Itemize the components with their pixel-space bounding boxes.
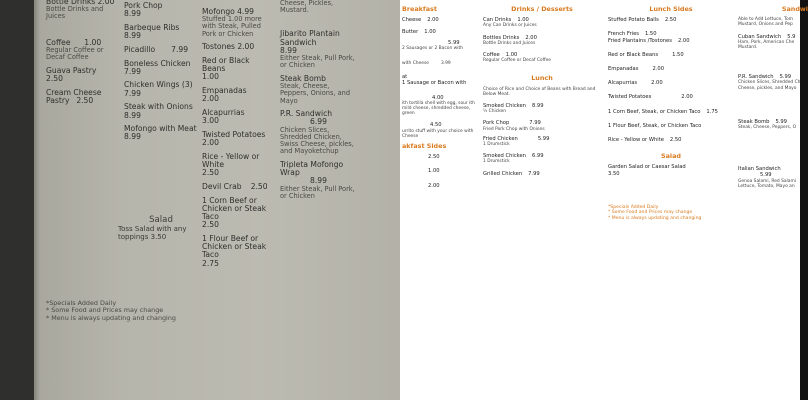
item-desc: Regular Coffee or Decaf Coffee	[483, 58, 552, 64]
item-name: Steak Bomb	[738, 118, 770, 125]
item-price: 5.99	[779, 74, 792, 81]
list-item	[124, 24, 198, 40]
list-item	[738, 34, 808, 51]
item-name: Steak Bomb	[280, 73, 327, 83]
sandwiches-column	[738, 6, 808, 193]
lunch-sides-column	[608, 6, 734, 221]
item-price: 4.50	[430, 122, 442, 129]
item-price: 2.50	[46, 73, 63, 83]
list-item	[280, 75, 356, 105]
item-price: 3.00	[202, 116, 219, 126]
list-item	[124, 125, 198, 141]
item-desc: 2 Sausages or 2 Bacon with	[402, 45, 463, 51]
item-desc: Able to Add Lettuce, Tom Mustard, Onions and Pep	[738, 17, 793, 28]
item-desc: Steak, Cheese, Peppers, O	[738, 125, 797, 131]
section-header: akfast Sides	[402, 142, 447, 151]
item-name: Mofongo	[202, 7, 235, 16]
photo-column-2	[124, 2, 198, 147]
item-name: P.R. Sandwich	[738, 74, 774, 81]
item-name: P.R. Sandwich	[280, 109, 333, 119]
list-item	[124, 60, 198, 76]
item-price: 2.00	[97, 0, 115, 6]
digital-notes	[608, 205, 734, 221]
item-name: Devil Crab	[202, 181, 242, 191]
list-item	[46, 39, 116, 62]
section-title: Salad	[149, 215, 173, 225]
item-name: at	[402, 74, 408, 81]
item-price: 2.50	[669, 137, 682, 144]
item-price: 1.00	[424, 29, 436, 36]
item-desc: Cheese, Pickles, Mustard.	[280, 0, 334, 15]
list-item	[202, 197, 274, 230]
item-price: 8.99	[124, 31, 141, 41]
list-item	[202, 109, 274, 125]
item-price: 2.00	[202, 94, 219, 104]
item-price: 7.99	[528, 170, 540, 177]
section-header: Sandwi	[781, 5, 808, 13]
item-price: 2.00	[677, 37, 690, 44]
item-name: Guava Pastry	[46, 65, 97, 75]
list-item	[483, 35, 601, 46]
salad-text: Toss Salad with any toppings	[118, 225, 187, 241]
note-line: * Menu is always updating and changing	[608, 215, 702, 221]
item-price: 8.99	[124, 132, 141, 142]
item-price: 5.9	[787, 33, 796, 40]
list-item	[608, 66, 734, 72]
list-item	[608, 94, 734, 100]
list-item	[483, 52, 601, 63]
item-name: Rice - Yellow or White	[608, 137, 664, 144]
section-header: Drinks / Desserts	[511, 5, 573, 13]
item-price: 4.00	[432, 94, 444, 101]
list-item	[483, 120, 601, 131]
item-price: 5.99	[537, 135, 550, 142]
list-item	[483, 136, 601, 147]
item-price: 1.00	[517, 17, 529, 24]
item-name: Can Drinks	[483, 17, 512, 24]
list-item	[483, 171, 601, 177]
list-item	[46, 0, 116, 21]
list-item	[608, 52, 734, 58]
item-name: Pork Chop	[124, 1, 163, 10]
list-item	[202, 153, 274, 178]
item-desc: Chicken Slices, Shredded Chicken, Swiss Cheese, pickles, and Mayoketchup	[280, 125, 354, 156]
list-item	[202, 43, 274, 51]
list-item	[608, 123, 734, 129]
item-price: 1.00	[428, 168, 440, 175]
salad-price: 3.50	[608, 170, 620, 177]
list-item	[280, 0, 356, 14]
item-price: 2.00	[651, 80, 663, 87]
item-price: 1.50	[644, 31, 657, 38]
item-price: 1.75	[706, 108, 718, 115]
list-item	[738, 119, 808, 130]
item-name: Bottle Drinks	[46, 0, 96, 6]
item-name: Stuffed Potato Balls	[608, 17, 659, 24]
item-name: Cream Cheese Pastry	[46, 87, 102, 105]
list-item	[402, 29, 480, 35]
list-item	[124, 2, 198, 18]
item-desc: 1 Drumstick	[483, 159, 510, 165]
note-line: * Some Food and Prices may change	[608, 210, 693, 216]
item-price: 2.50	[202, 220, 219, 230]
item-price: 1.00	[202, 72, 219, 82]
item-price: 5.99	[760, 172, 772, 179]
list-item	[124, 103, 198, 119]
list-item	[280, 110, 356, 155]
note-line: *Specials Added Daily	[46, 299, 117, 307]
photo-shadow	[0, 0, 34, 400]
item-desc: Bottle Drinks and Juices	[483, 40, 536, 46]
item-name: Mofongo with Meat	[124, 124, 197, 134]
list-item	[738, 166, 808, 189]
item-name: Barbeque Ribs	[124, 22, 180, 32]
item-price: 8.99	[310, 176, 327, 186]
item-desc: ½ Chicken	[483, 109, 507, 115]
menu-photo	[0, 0, 400, 400]
note-line: * Some Food and Prices may change	[46, 306, 164, 315]
item-price: 1.00	[84, 37, 102, 47]
item-name: 1 Corn Beef or Chicken or Steak Taco	[202, 195, 267, 222]
list-item	[202, 131, 274, 147]
item-name: 1 Flour Beef, Steak, or Chicken Taco	[608, 122, 702, 129]
photo-column-1	[46, 0, 116, 111]
section-header: Breakfast	[402, 5, 437, 13]
item-name: Twisted Potatoes	[608, 94, 652, 101]
item-name: Picadillo	[124, 44, 156, 54]
item-price: 2.50	[664, 17, 677, 24]
item-name: Italian Sandwich	[738, 166, 781, 173]
item-name: Fried Chicken	[483, 135, 518, 142]
item-desc: Chicken Slices, Shredded Ch Cheese, pickles, and Mayo	[738, 80, 801, 91]
item-name: Chicken Wings (3)	[124, 80, 193, 90]
list-item	[608, 38, 734, 44]
item-price: 7.99	[124, 88, 141, 98]
item-desc: Bottle Drinks and Juices	[46, 5, 104, 21]
item-desc: Either Steak, Pull Pork, or Chicken	[280, 184, 355, 200]
list-item	[124, 81, 198, 97]
item-name: Smoked Chicken	[483, 103, 526, 110]
item-price: 8.99	[124, 9, 141, 19]
list-item	[202, 235, 274, 268]
item-name: Red or Black Beans	[202, 56, 250, 74]
section-header: Salad	[661, 152, 681, 161]
list-item	[124, 46, 198, 54]
item-name: Butter	[402, 29, 419, 36]
item-price: 7.99	[171, 44, 189, 54]
paper-edge	[34, 0, 36, 400]
list-item	[202, 57, 274, 82]
list-item	[608, 137, 734, 143]
item-price: 6.99	[531, 153, 544, 160]
item-price: 2.50	[250, 181, 268, 191]
item-price: 2.75	[202, 258, 219, 268]
item-price: 2.00	[652, 66, 665, 73]
list-item	[483, 103, 601, 114]
item-desc: Regular Coffee or Decaf Coffee	[46, 45, 104, 62]
list-item	[402, 122, 480, 139]
list-item	[280, 30, 356, 69]
item-price: 2.50	[202, 168, 219, 178]
item-name: Jibarito Plantain Sandwich	[280, 29, 340, 47]
item-desc: Steak, Cheese, Peppers, Onions, and Mayo	[280, 82, 351, 105]
list-item	[402, 95, 480, 117]
photo-column-4	[280, 0, 356, 205]
list-item	[202, 87, 274, 103]
item-name: Rice - Yellow or White	[202, 151, 260, 170]
item-price: 8.99	[124, 110, 141, 120]
item-name: Twisted Potatoes	[202, 129, 266, 139]
breakfast-column	[402, 6, 480, 193]
item-price: 6.99	[310, 117, 327, 127]
item-price: 3.99	[440, 61, 451, 67]
item-price: 2.50	[428, 154, 440, 161]
item-name: Cuban Sandwich	[738, 33, 782, 40]
item-name: Boneless Chicken	[124, 58, 191, 68]
photo-salad	[118, 215, 204, 241]
item-name: Tripleta Mofongo Wrap	[280, 159, 344, 178]
item-desc: with Cheese	[402, 61, 429, 67]
item-price: 2.00	[428, 182, 440, 189]
note-line: *Specials Added Daily	[608, 204, 659, 210]
item-price: 2.00	[237, 42, 255, 52]
item-desc: 1 Drumstick	[483, 142, 510, 148]
item-price: 5.99	[775, 118, 787, 125]
item-desc: Ham, Pork, American Che Mustard.	[738, 39, 795, 51]
photo-notes	[46, 300, 176, 322]
item-name: Coffee	[483, 52, 500, 59]
item-desc: urrito stuff with your choice with Cheese	[402, 128, 474, 139]
item-name: Cheese	[402, 17, 422, 24]
list-item	[402, 74, 480, 86]
menu-digital	[400, 0, 808, 400]
item-name: Empanadas	[202, 86, 247, 96]
item-name: Alcapurrias	[608, 80, 638, 87]
item-name: Steak with Onions	[124, 102, 193, 112]
list-item	[738, 74, 808, 91]
list-item	[46, 89, 116, 105]
list-item	[483, 17, 601, 28]
item-name: Smoked Chicken	[483, 153, 526, 160]
item-price: 4.99	[237, 7, 255, 16]
section-header: Lunch	[531, 74, 553, 83]
item-price: 2.00	[681, 94, 693, 101]
item-name: Empanadas	[608, 66, 639, 73]
item-name: Coffee	[46, 37, 71, 47]
item-price: 2.00	[525, 34, 537, 41]
item-price: 2.00	[427, 17, 439, 24]
item-name: French Fries	[608, 31, 639, 38]
list-item	[280, 161, 356, 200]
item-name: Grilled Chicken	[483, 170, 523, 177]
item-name: Alcapurrias	[202, 108, 245, 118]
salad-price: 3.50	[150, 233, 167, 241]
item-price: 2.50	[76, 95, 94, 105]
item-name: Pork Chop	[483, 120, 510, 127]
item-price: 1.00	[505, 52, 518, 59]
item-price: 2.00	[202, 138, 219, 148]
item-price: 1.50	[672, 51, 684, 58]
item-name: Fried Plantains /Tostones	[608, 37, 672, 44]
photo-column-3	[202, 8, 274, 273]
list-item	[608, 17, 734, 23]
item-name: Bottles Drinks	[483, 34, 520, 41]
item-price: 5.99	[448, 39, 460, 46]
list-item	[202, 183, 274, 191]
note-line: * Menu is always updating and changing	[46, 313, 176, 322]
list-item	[402, 40, 480, 51]
item-price: 8.99	[280, 45, 297, 55]
item-desc: Stuffed 1.00 more with Steak, Pulled Pork or Chicken	[202, 15, 262, 38]
list-item	[202, 8, 274, 38]
item-desc: Genoa Salami, Red Salami Lettuce, Tomato, Mayo an	[738, 178, 796, 189]
list-item	[608, 80, 734, 86]
list-item	[483, 153, 601, 164]
item-desc: 1 Sausage or Bacon with	[402, 80, 467, 87]
item-price: 7.99	[529, 120, 541, 127]
salad-text: Garden Salad or Caesar Salad	[608, 164, 686, 171]
item-name: Tostones	[202, 42, 236, 52]
item-name: 1 Flour Beef or Chicken or Steak Taco	[202, 233, 267, 260]
item-desc: Fried Pork Chop with Onions	[483, 126, 545, 132]
list-item	[402, 61, 480, 66]
item-price: 8.99	[531, 103, 544, 110]
list-item	[608, 109, 734, 115]
item-name: 1 Corn Beef, Steak, or Chicken Taco	[608, 108, 701, 115]
item-desc: ith tortilla shell with egg, sour ith mild cheese, shredded cheese, green	[402, 100, 475, 117]
section-intro: Choice of Rice and Choice of Beans with Bread and Below Meat.	[483, 86, 596, 97]
item-name: Red or Black Beans	[608, 51, 659, 58]
drinks-lunch-column	[483, 6, 601, 181]
item-desc: Either Steak, Pull Pork, or Chicken	[280, 54, 355, 70]
list-item	[46, 67, 116, 83]
section-header: Lunch Sides	[649, 5, 693, 13]
item-price: 7.99	[124, 66, 141, 76]
list-item	[402, 17, 480, 23]
item-desc: Any Can Drinks or Juices	[483, 23, 537, 29]
